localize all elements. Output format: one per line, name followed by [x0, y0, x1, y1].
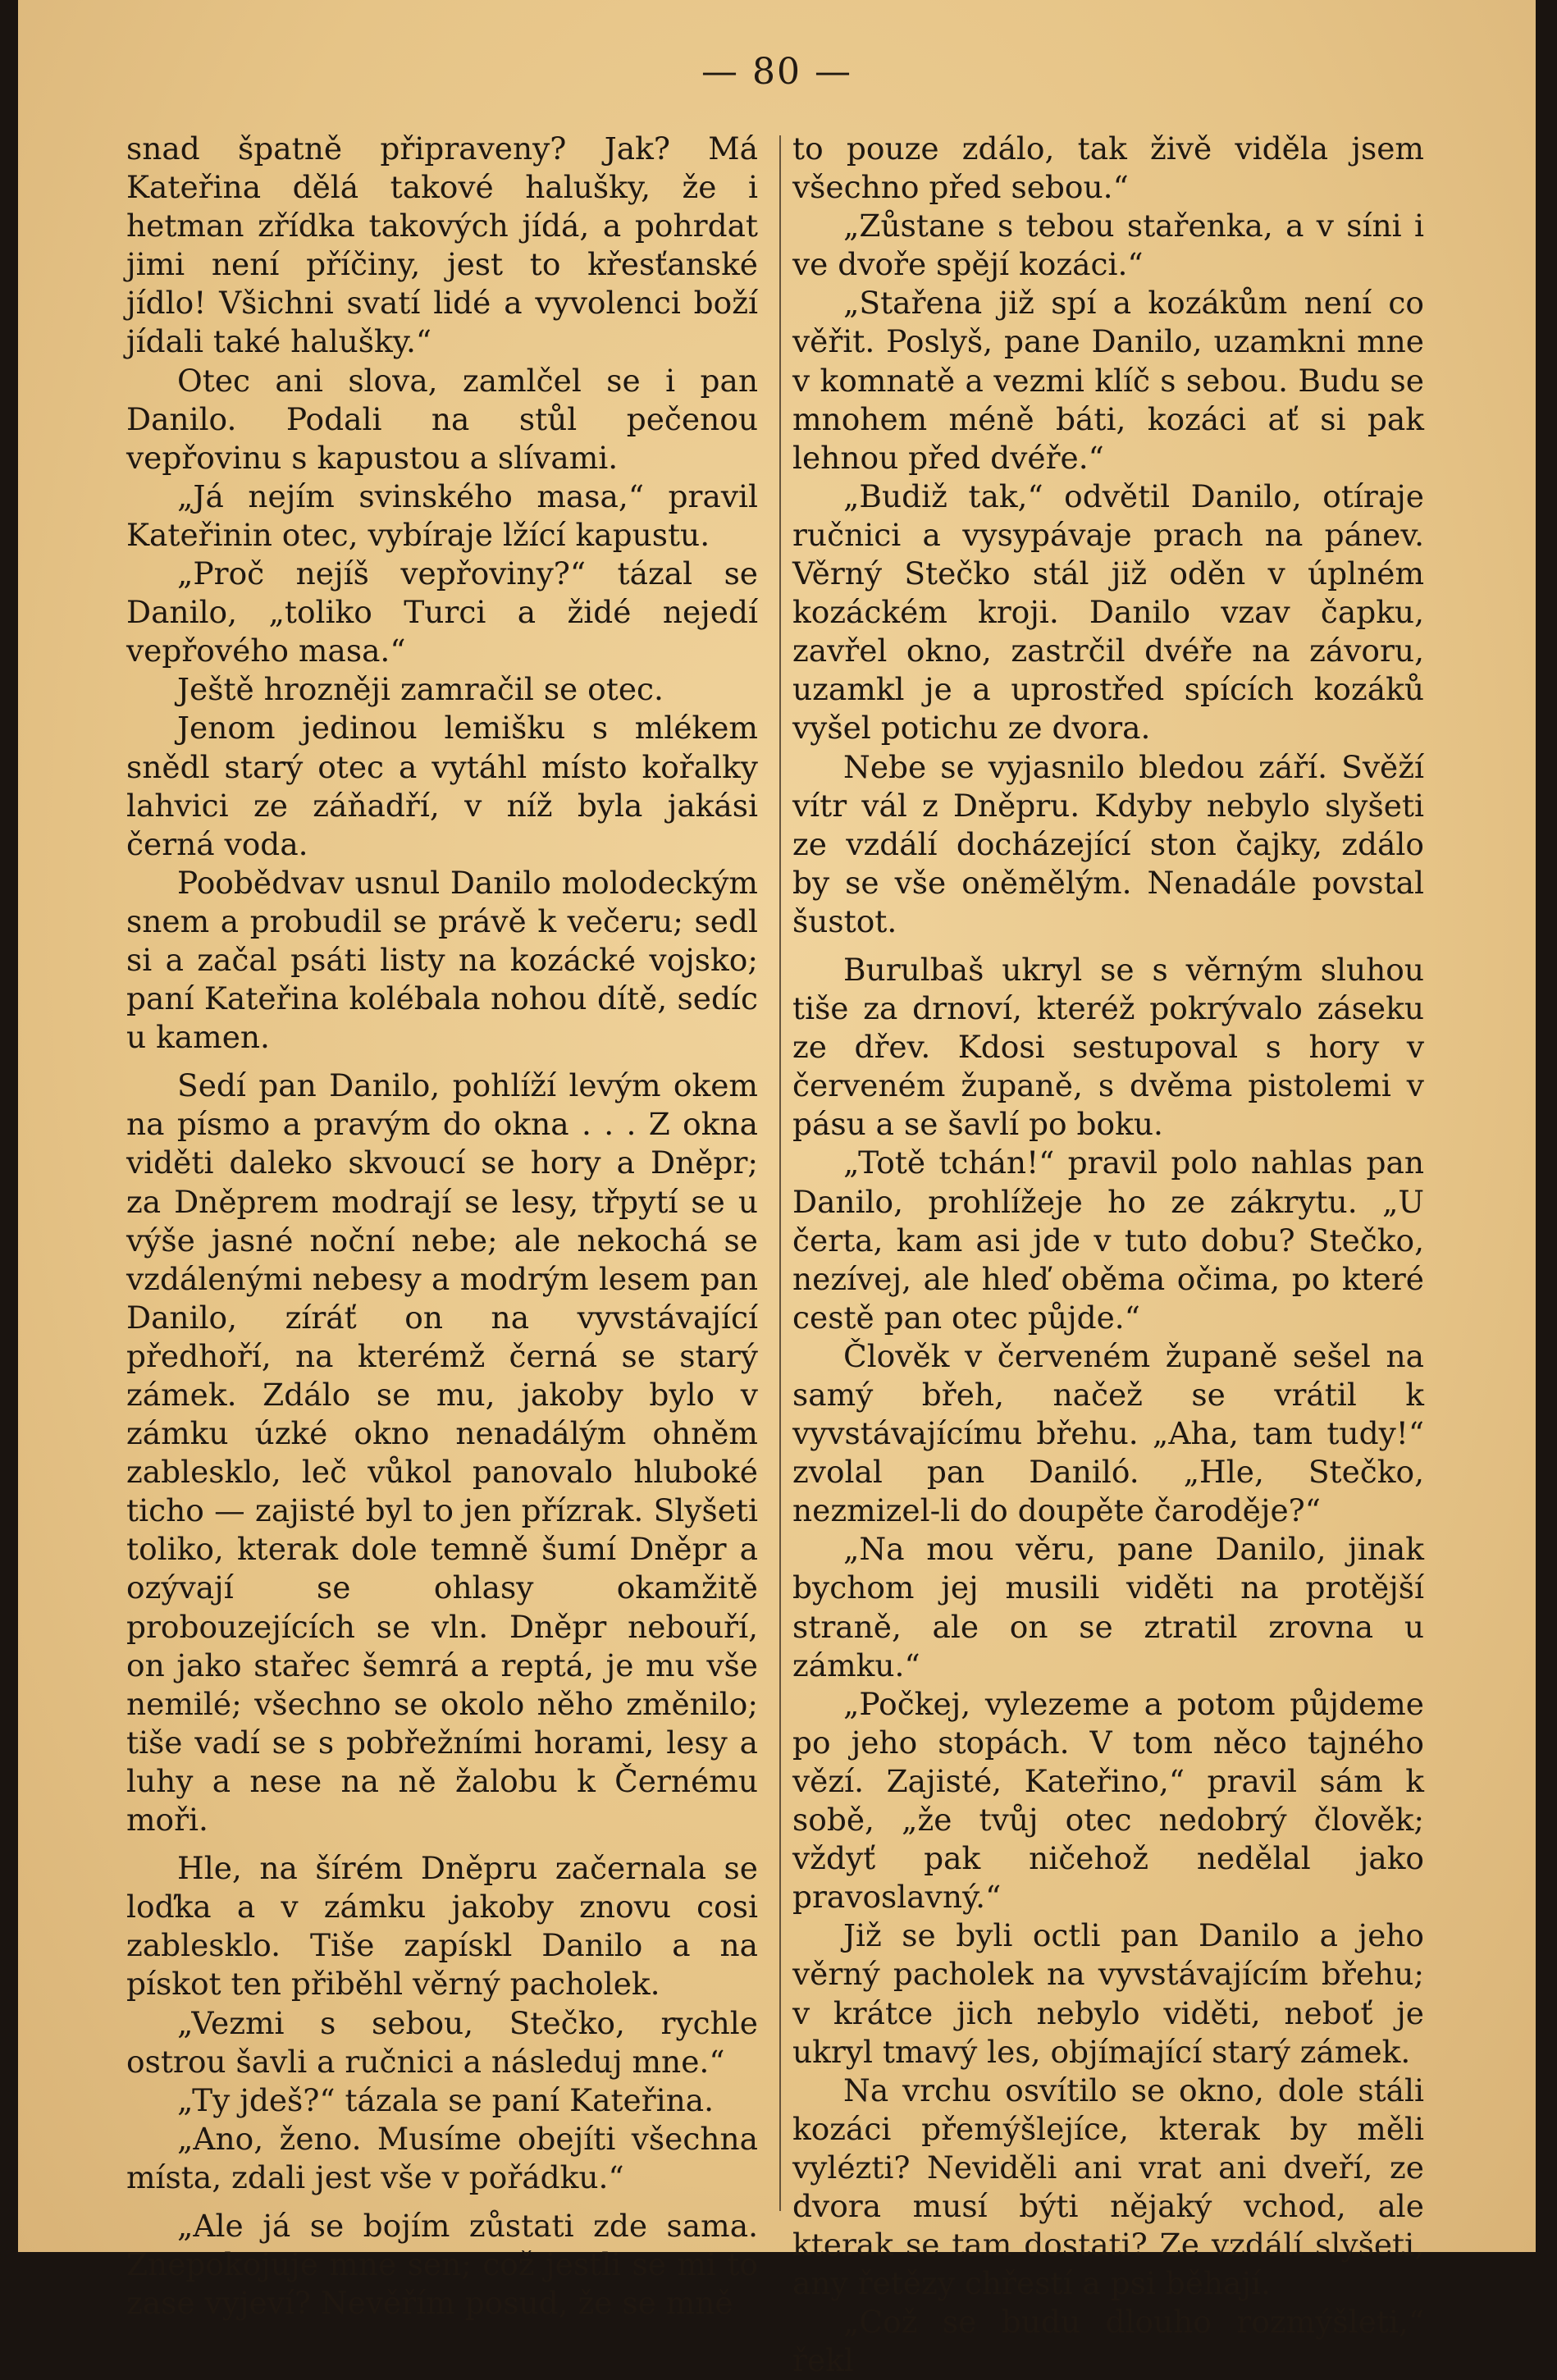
paragraph: snad špatně připraveny? Jak? Má Kateřina dělá takové halušky, že i hetman zřídka takových jídá, a pohrdat jimi není příčiny, jest to křesťanské jídlo! Všichni svatí lidé a vyvolenci boží jídali také halušky.“	[126, 130, 758, 360]
paragraph: Ještě hrozněji zamračil se otec.	[177, 671, 664, 708]
paragraph: Již se byli octli pan Danilo a jeho věrný pacholek na vyvstávajícím břehu; v krátce jich nebylo viděti, neboť je ukryl tmavý les, objímající starý zámek.	[792, 1917, 1424, 2070]
paragraph: „Což se budu dlouho rozmýšleti,“ řekl	[792, 2304, 1424, 2379]
paragraph: Otec ani slova, zamlčel se i pan Danilo. Podali na stůl pečenou vepřovinu s kapustou a slívami.	[126, 362, 758, 476]
paragraph: Na vrchu osvítilo se okno, dole stáli kozáci přemýšlejíce, kterak by měli vylézti? Neviděli ani vrat ani dveří, ze dvora musí býti nějaký vchod, ale kterak se tam dostati? Ze vzdálí slyšeti, any řetězy chřestí a psi běhají.	[792, 2072, 1424, 2302]
paragraph: „Ty jdeš?“ tázala se paní Kateřina.	[177, 2081, 715, 2118]
paragraph: to pouze zdálo, tak živě viděla jsem všechno před sebou.“	[792, 130, 1424, 206]
paragraph: „Počkej, vylezeme a potom půjdeme po jeho stopách. V tom něco tajného vězí. Zajisté, Kateřino,“ pravil sám k sobě, „že tvůj otec nedobrý člověk; vždyť pak ničehož nedělal jako pravoslavný.“	[792, 1685, 1424, 1916]
paragraph: „Totě tchán!“ pravil polo nahlas pan Danilo, prohlížeje ho ze zákrytu. „U čerta, kam asi jde v tuto dobu? Stečko, nezívej, ale hleď oběma očima, po které cestě pan otec půjde.“	[792, 1144, 1424, 1336]
paragraph: „Budiž tak,“ odvětil Danilo, otíraje ručnici a vysypávaje prach na pánev. Věrný Stečko stál již oděn v úplném kozáckém kroji. Danilo vzav čapku, zavřel okno, zastrčil dvéře na závoru, uzamkl je a uprostřed spících kozáků vyšel potichu ze dvora.	[792, 477, 1424, 747]
paragraph: Nebe se vyjasnilo bledou září. Svěží vítr vál z Dněpru. Kdyby nebylo slyšeti ze vzdálí docházející ston čajky, zdálo by se vše oněmělým. Nenadále povstal šustot.	[792, 748, 1424, 939]
paragraph: Hle, na šírém Dněpru začernala se loďka a v zámku jakoby znovu cosi zablesklo. Tiše zapískl Danilo a na pískot ten přiběhl věrný pacholek.	[126, 1850, 758, 2003]
paragraph: Sedí pan Danilo, pohlíží levým okem na písmo a pravým do okna . . . Z okna viděti daleko skvoucí se hory a Dněpr; za Dněprem modrají se lesy, třpytí se u výše jasné noční nebe; ale nekochá se vzdálenými nebesy a modrým lesem pan Danilo, zíráť on na vyvstávající předhoří, na kterémž černá se starý zámek. Zdálo se mu, jakoby bylo v zámku úzké okno nenadálým ohněm zablesklo, leč vůkol panovalo hluboké ticho — zajisté byl to jen přízrak. Slyšeti toliko, kterak dole temně šumí Dněpr a ozývají se ohlasy okamžitě probouzejících se vln. Dněpr nebouří, on jako stařec šemrá a reptá, je mu vše nemilé; všechno se okolo něho změnilo; tiše vadí se s pobřežními horami, lesy a luhy a nese na ně žalobu k Černému moři.	[126, 1067, 758, 1839]
paragraph: Burulbaš ukryl se s věrným sluhou tiše za drnoví, kteréž pokrývalo záseku ze dřev. Kdosi sestupoval s hory v červeném županě, s dvěma pistolemi v pásu a se šavlí po boku.	[792, 951, 1424, 1143]
paragraph: Člověk v červeném županě sešel na samý břeh, načež se vrátil k vyvstávajícímu břehu. „Aha, tam tudy!“ zvolal pan Daniló. „Hle, Stečko, nezmizel-li do doupěte čaroděje?“	[792, 1337, 1424, 1529]
paragraph: „Ano, ženo. Musíme obejíti všechna místa, zdali jest vše v pořádku.“	[126, 2120, 758, 2195]
paragraph: „Proč nejíš vepřoviny?“ tázal se Danilo, „toliko Turci a židé nejedí vepřového masa.“	[126, 555, 758, 669]
paragraph: Jenom jedinou lemišku s mlékem snědl starý otec a vytáhl místo kořalky lahvici ze záňadří, v níž byla jakási černá voda.	[126, 710, 758, 862]
paragraph: Poobědvav usnul Danilo molodeckým snem a probudil se právě k večeru; sedl si a začal psáti listy na kozácké vojsko; paní Kateřina kolébala nohou dítě, sedíc u kamen.	[126, 864, 758, 1056]
paragraph: „Ale já se bojím zůstati zde sama. Znepokojuje mne sen; což jestli se mi to zase vyjeví? Nevěřím posud, že se mně	[126, 2207, 758, 2322]
column-divider	[779, 135, 781, 2211]
book-page	[18, 0, 1536, 2379]
left-text-column	[126, 130, 758, 2323]
paragraph: „Zůstane s tebou stařenka, a v síni i ve dvoře spějí kozáci.“	[792, 208, 1424, 283]
paragraph: „Vezmi s sebou, Stečko, rychle ostrou šavli a ručnici a následuj mne.“	[126, 2004, 758, 2080]
paragraph: „Já nejím svinského masa,“ pravil Kateřinin otec, vybíraje lžící kapustu.	[126, 477, 758, 553]
page-number: — 80 —	[701, 51, 852, 93]
paragraph: „Na mou věru, pane Danilo, jinak bychom jej musili viděti na protější straně, ale on se ztratil zrovna u zámku.“	[792, 1531, 1424, 1683]
paragraph: „Stařena již spí a kozákům není co věřit. Poslyš, pane Danilo, uzamkni mne v komnatě a vezmi klíč s sebou. Budu se mnohem méně báti, kozáci ať si pak lehnou před dvéře.“	[792, 285, 1424, 476]
right-text-column	[792, 130, 1424, 2380]
